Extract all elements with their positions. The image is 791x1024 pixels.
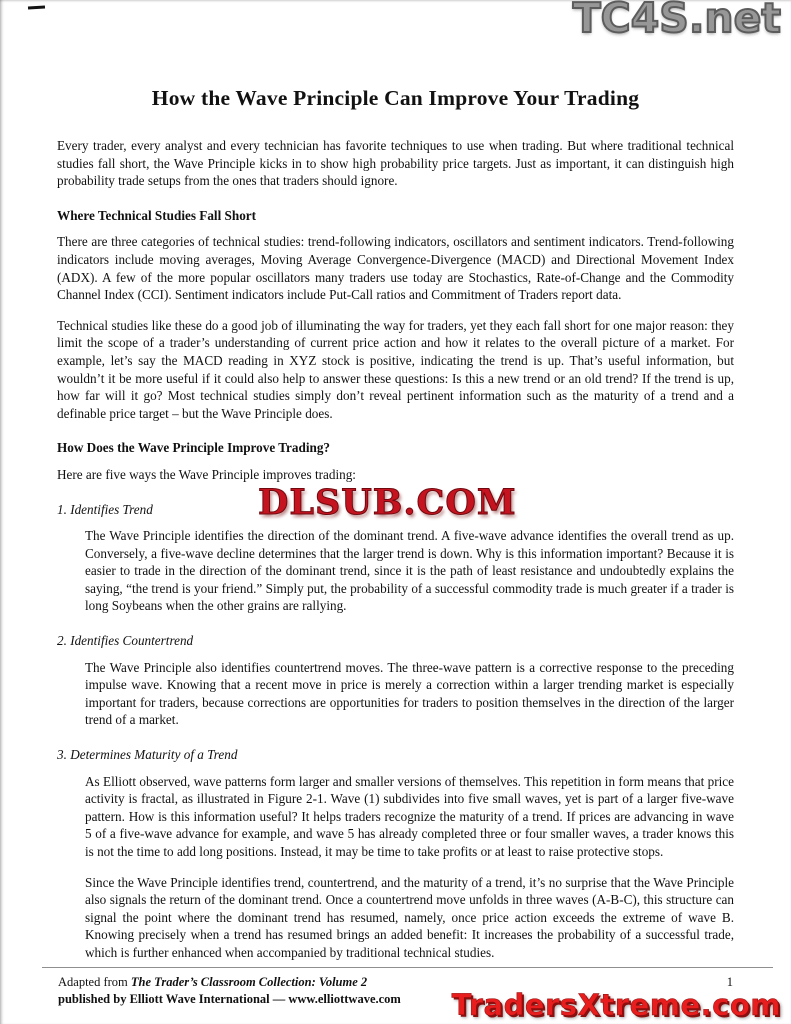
watermark-tradersxtreme: TradersXtreme.com bbox=[451, 988, 781, 1022]
page-title: How the Wave Principle Can Improve Your Trading bbox=[151, 86, 640, 110]
subheading-identifies-countertrend: 2. Identifies Countertrend bbox=[57, 633, 194, 649]
subheading-identifies-trend: 1. Identifies Trend bbox=[57, 501, 153, 517]
paragraph-trend-resumption: Since the Wave Principle identifies trend, countertrend, and the maturity of a trend, it’s no surprise that the Wave Principle also signals the return of the dominant trend. Once a countertrend move unfolds in three waves (A-B-C), this structure can signal the point where the dominant trend has resumed, namely, once price action exceeds the extreme of wave B. Knowing precisely when a trend has resumed brings an added benefit: It increases the probability of a successful trade, which is further enhanced when accompanied by traditional technical studies. bbox=[85, 874, 734, 960]
footer-source-block bbox=[58, 974, 401, 1008]
heading-how-does-wave-principle-improve-trading: How Does the Wave Principle Improve Trading? bbox=[57, 440, 331, 456]
footer-adapted-from-text: Adapted from bbox=[58, 975, 128, 989]
watermark-dlsub: DLSUB.COM bbox=[258, 482, 517, 523]
footer-book-title: The Trader’s Classroom Collection: Volume 2 bbox=[130, 975, 368, 989]
intro-paragraph: Every trader, every analyst and every technician has favorite techniques to use when trading. But where traditional technical studies fall short, the Wave Principle kicks in to show high probability price targets. Just as important, it can distinguish high probability trade setups from the ones that traders should ignore. bbox=[57, 138, 734, 189]
paragraph-technical-shortfall: Technical studies like these do a good job of illuminating the way for traders, yet they each fall short for one major reason: they limit the scope of a trader’s understanding of current price action and how it relates to the overall picture of a market. For example, let’s say the MACD reading in XYZ stock is positive, indicating the trend is up. That’s useful information, but wouldn’t it be more useful if it could also help to answer these questions: Is this a new trend or an old trend? If the trend is up, how far will it go? Most technical studies simply don’t reveal pertinent information such as the maturity of a trend and a definable price target – but the Wave Principle does. bbox=[57, 317, 734, 421]
page-number: 1 bbox=[726, 975, 733, 989]
paragraph-identifies-countertrend: The Wave Principle also identifies countertrend moves. The three-wave pattern is a corrective response to the preceding impulse wave. Knowing that a recent move in price is merely a correction within a larger trending market is especially important for traders, because corrections are opportunities for traders to position themselves in the direction of the larger trend of a market. bbox=[85, 659, 734, 728]
footer-source-line bbox=[58, 974, 401, 991]
footer-publisher-line: published by Elliott Wave International — www.elliottwave.com bbox=[58, 992, 401, 1006]
paragraph-maturity-of-trend: As Elliott observed, wave patterns form larger and smaller versions of themselves. This repetition in form means that price activity is fractal, as illustrated in Figure 2-1. Wave (1) subdivides into five small waves, yet is part of a larger five-wave pattern. How is this information useful? It helps traders recognize the maturity of a trend. If prices are advancing in wave 5 of a five-wave advance for example, and wave 5 has already completed three or four smaller waves, a trader knows this is not the time to add long positions. Instead, it may be time to take profits or at least to raise protective stops. bbox=[85, 773, 734, 859]
heading-where-technical-studies-fall-short: Where Technical Studies Fall Short bbox=[57, 207, 257, 223]
paragraph-identifies-trend: The Wave Principle identifies the direction of the dominant trend. A five-wave advance identifies the overall trend as up. Conversely, a five-wave decline determines that the larger trend is down. Why is this information important? Because it is easier to trade in the direction of the dominant trend, since it is the path of least resistance and undoubtedly explains the saying, “the trend is your friend.” Simply put, the probability of a successful commodity trade is much greater if a trader is long Soybeans when the other grains are rallying. bbox=[85, 528, 734, 614]
article-body bbox=[57, 137, 734, 962]
scan-artifact-mark bbox=[28, 6, 45, 10]
paragraph-technical-categories: There are three categories of technical studies: trend-following indicators, oscillators and sentiment indicators. Trend-following indicators include moving averages, Moving Average Convergence-Divergence (MACD) and Directional Movement Index (ADX). A few of the more popular oscillators many traders use today are Stochastics, Rate-of-Change and the Commodity Channel Index (CCI). Sentiment indicators include Put-Call ratios and Commitment of Traders report data. bbox=[57, 234, 734, 303]
subheading-determines-maturity-of-a-trend: 3. Determines Maturity of a Trend bbox=[57, 747, 238, 763]
watermark-tc4s-logo: TC4S.net bbox=[572, 0, 781, 42]
paragraph-five-ways-intro: Here are five ways the Wave Principle improves trading: bbox=[57, 466, 356, 482]
